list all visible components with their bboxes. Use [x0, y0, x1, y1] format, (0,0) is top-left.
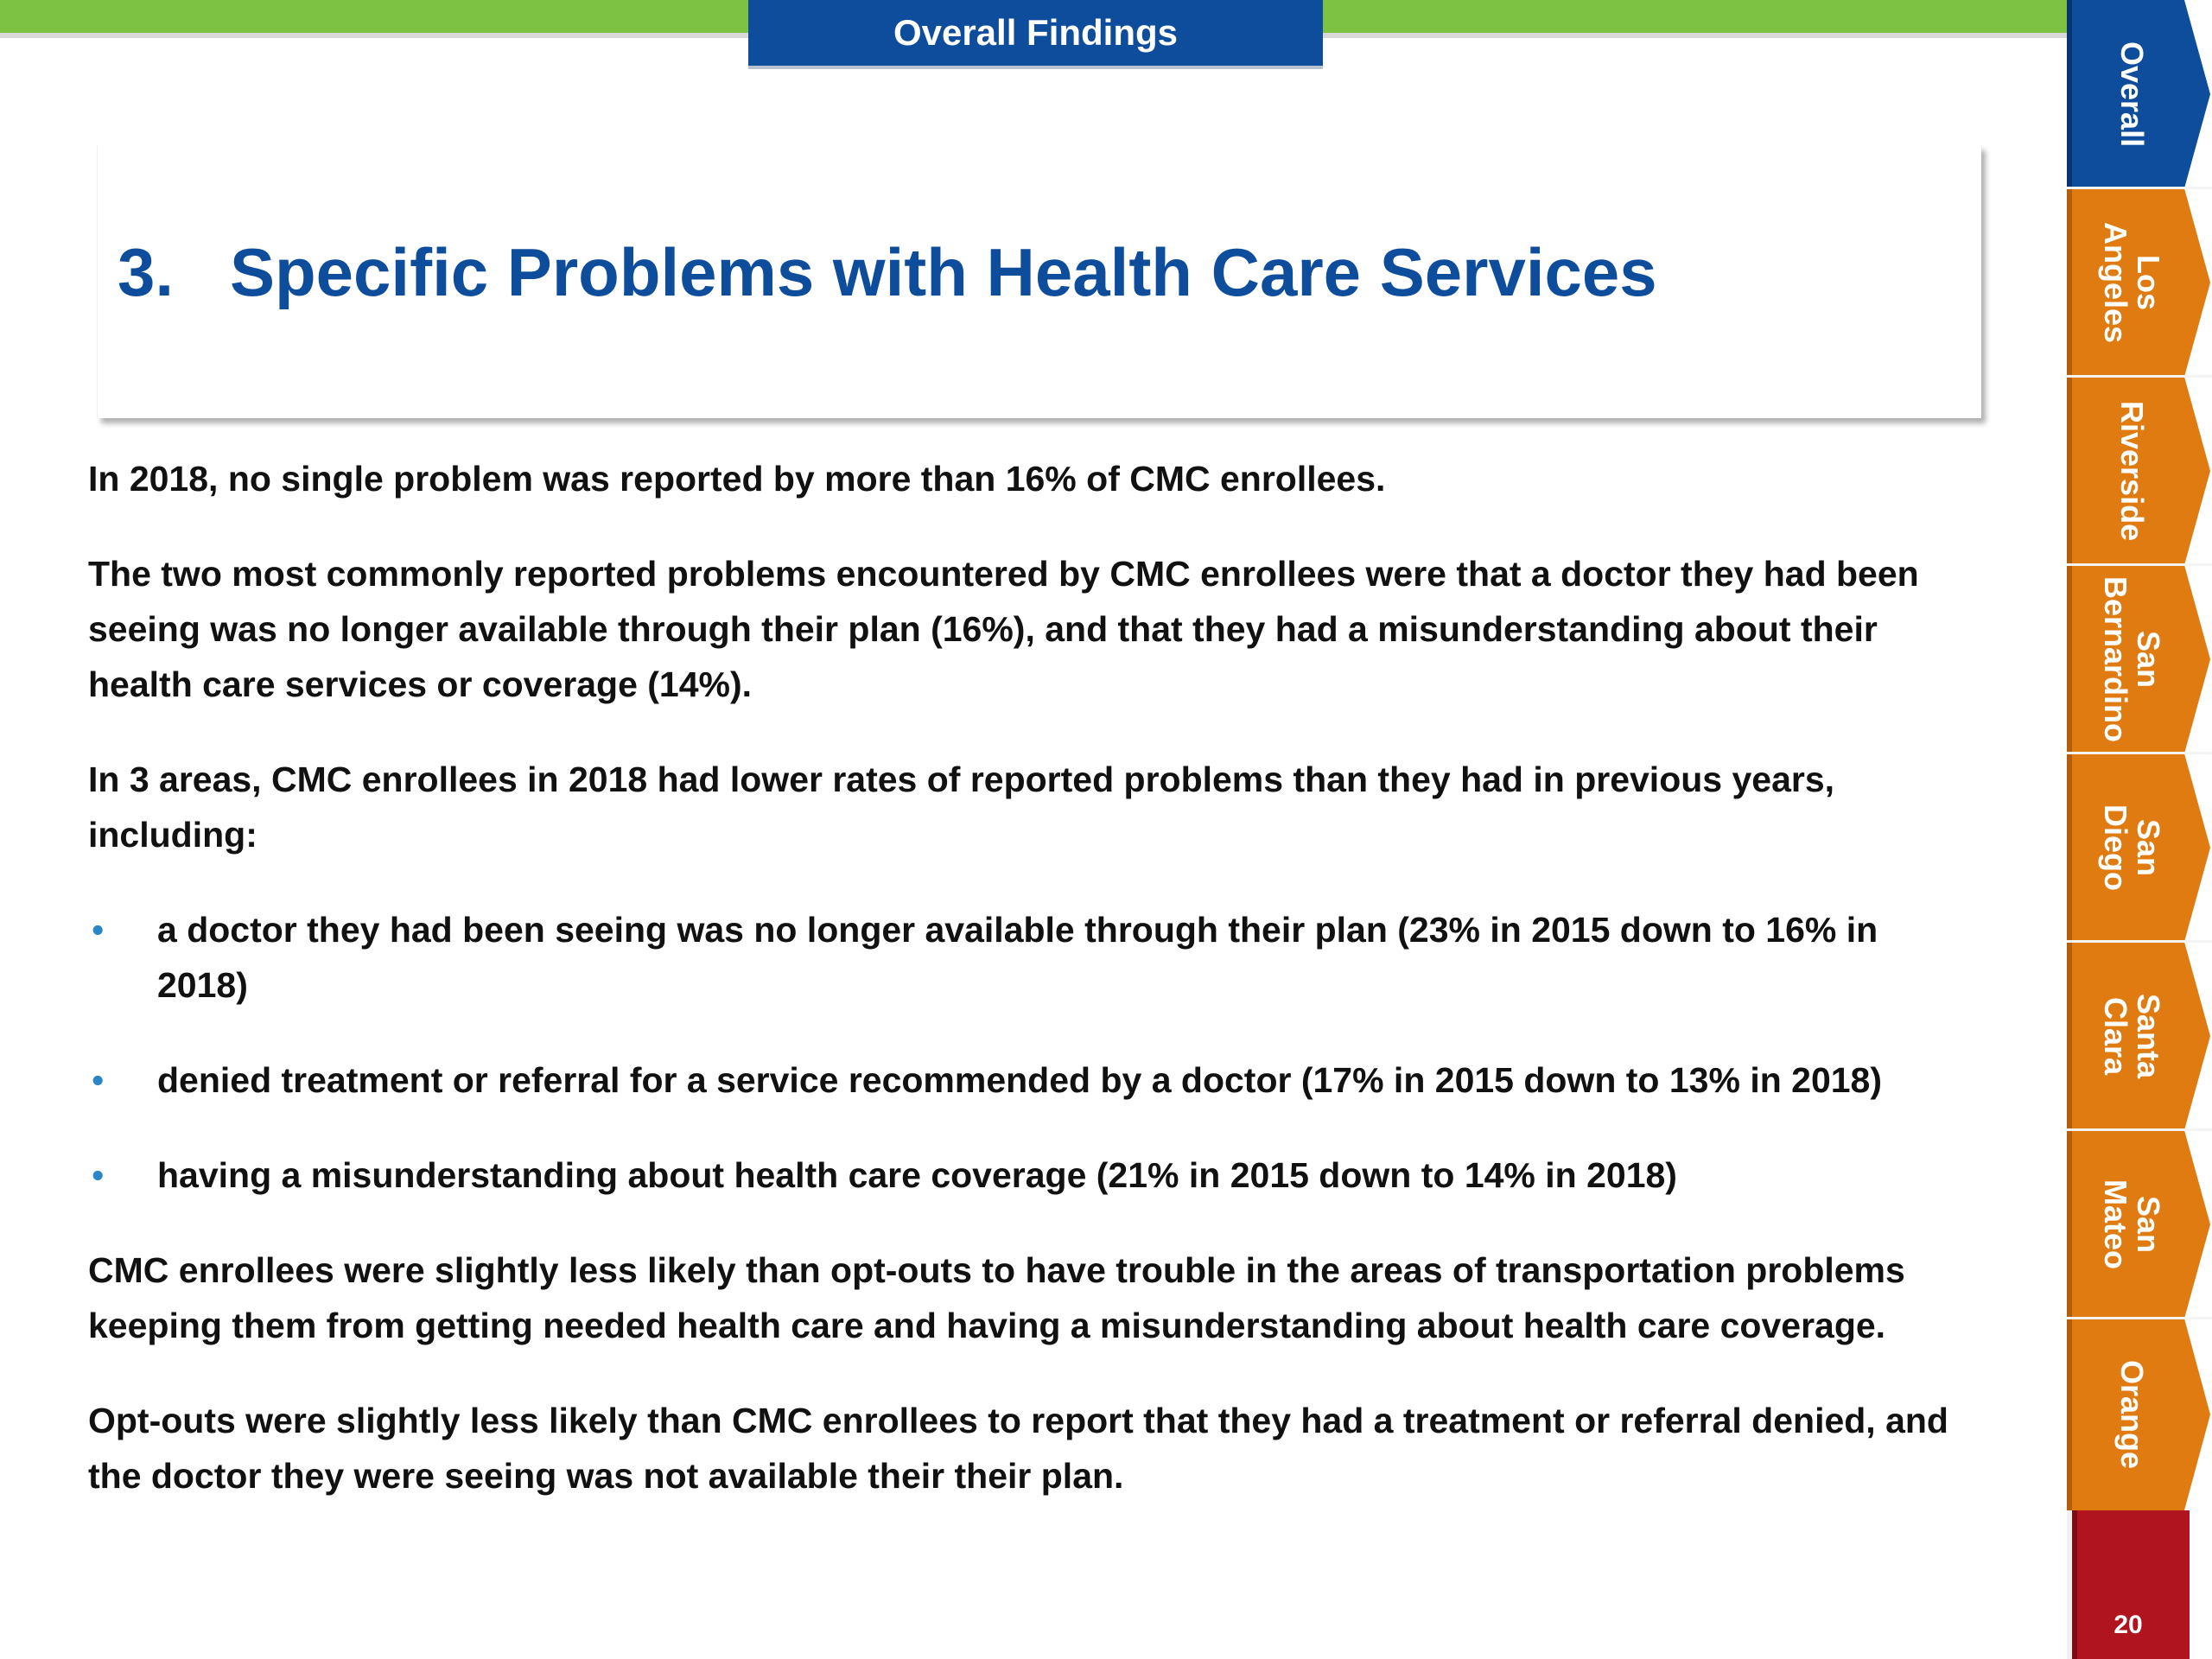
tab-divider: [2067, 752, 2212, 754]
paragraph-optouts-vs-cmc: Opt-outs were slightly less likely than CMC enrollees to report that they had a treatment or referral denied, and the doctor they were seeing was not available their their plan.: [88, 1401, 1948, 1496]
tab-label: San Diego: [2098, 804, 2166, 891]
tab-label: Orange: [2114, 1359, 2150, 1470]
bullet-text: a doctor they had been seeing was no longer available through their plan (23% in 2015 down to 16% in 2018): [157, 910, 1878, 1005]
tab-divider: [2067, 1128, 2212, 1131]
tab-arrow-icon: [2184, 377, 2210, 565]
tab-arrow-icon: [2184, 0, 2210, 188]
findings-body: [88, 451, 1972, 1543]
bullet-text: denied treatment or referral for a service recommended by a doctor (17% in 2015 down to 13% in 2018): [157, 1060, 1883, 1100]
tab-divider: [2067, 563, 2212, 566]
tab-san-mateo[interactable]: [2067, 1130, 2212, 1319]
tab-label: San Mateo: [2098, 1179, 2166, 1269]
tab-san-bernardino[interactable]: [2067, 565, 2212, 753]
tab-label-wrap: [2084, 565, 2179, 753]
tab-label-wrap: [2084, 1319, 2179, 1510]
tab-label-wrap: [2084, 377, 2179, 565]
tab-arrow-icon: [2184, 1319, 2210, 1510]
tab-overall[interactable]: [2067, 0, 2212, 188]
page-number: 20: [2113, 1611, 2143, 1639]
tab-san-diego[interactable]: [2067, 753, 2212, 942]
paragraph-cmc-vs-optouts: CMC enrollees were slightly less likely than opt-outs to have trouble in the areas of transportation problems keeping them from getting needed health care and having a misunderstanding about health care coverage.: [88, 1250, 1905, 1345]
tab-label-wrap: [2084, 753, 2179, 942]
paragraph-summary: In 2018, no single problem was reported by more than 16% of CMC enrollees.: [88, 459, 1386, 499]
tab-label: Overall: [2114, 41, 2150, 148]
tab-arrow-icon: [2184, 942, 2210, 1130]
list-item: [88, 1147, 1972, 1203]
tab-label: Riverside: [2114, 400, 2150, 542]
bullet-icon: •: [92, 1155, 105, 1195]
bullet-icon: •: [92, 910, 105, 950]
tab-label-wrap: [2084, 942, 2179, 1130]
region-tab-sidebar: [2067, 0, 2212, 1659]
tab-label-wrap: [2084, 188, 2179, 377]
tab-arrow-icon: [2184, 565, 2210, 753]
bullet-text: having a misunderstanding about health care coverage (21% in 2015 down to 14% in 2018): [157, 1155, 1677, 1195]
tab-arrow-icon: [2184, 1130, 2210, 1319]
tab-arrow-icon: [2184, 753, 2210, 942]
page-title: [118, 233, 1657, 312]
tab-divider: [2067, 187, 2212, 189]
tab-divider: [2067, 1317, 2212, 1319]
tab-arrow-icon: [2184, 188, 2210, 377]
bullet-icon: •: [92, 1060, 105, 1100]
title-label: Specific Problems with Health Care Services: [230, 234, 1657, 310]
tab-divider: [2067, 375, 2212, 378]
tab-riverside[interactable]: [2067, 377, 2212, 565]
tab-label: Los Angeles: [2098, 221, 2166, 344]
tab-label-wrap: [2084, 0, 2179, 188]
tab-orange[interactable]: [2067, 1319, 2212, 1510]
paragraph-common-problems: The two most commonly reported problems encountered by CMC enrollees were that a doctor they had been seeing was no longer available through their plan (16%), and that they had a misunderstanding about their health care services or coverage (14%).: [88, 554, 1919, 704]
tab-label: San Bernardino: [2098, 575, 2166, 743]
tab-santa-clara[interactable]: [2067, 942, 2212, 1130]
tab-label: Santa Clara: [2098, 993, 2166, 1079]
paragraph-lower-rates: In 3 areas, CMC enrollees in 2018 had lower rates of reported problems than they had in previous years, including:: [88, 760, 1835, 855]
section-banner: Overall Findings: [748, 0, 1323, 69]
tab-divider: [2067, 940, 2212, 943]
tab-los-angeles[interactable]: [2067, 188, 2212, 377]
tab-label-wrap: [2084, 1130, 2179, 1319]
list-item: [88, 902, 1972, 1013]
list-item: [88, 1052, 1972, 1108]
title-number: 3.: [118, 234, 175, 310]
